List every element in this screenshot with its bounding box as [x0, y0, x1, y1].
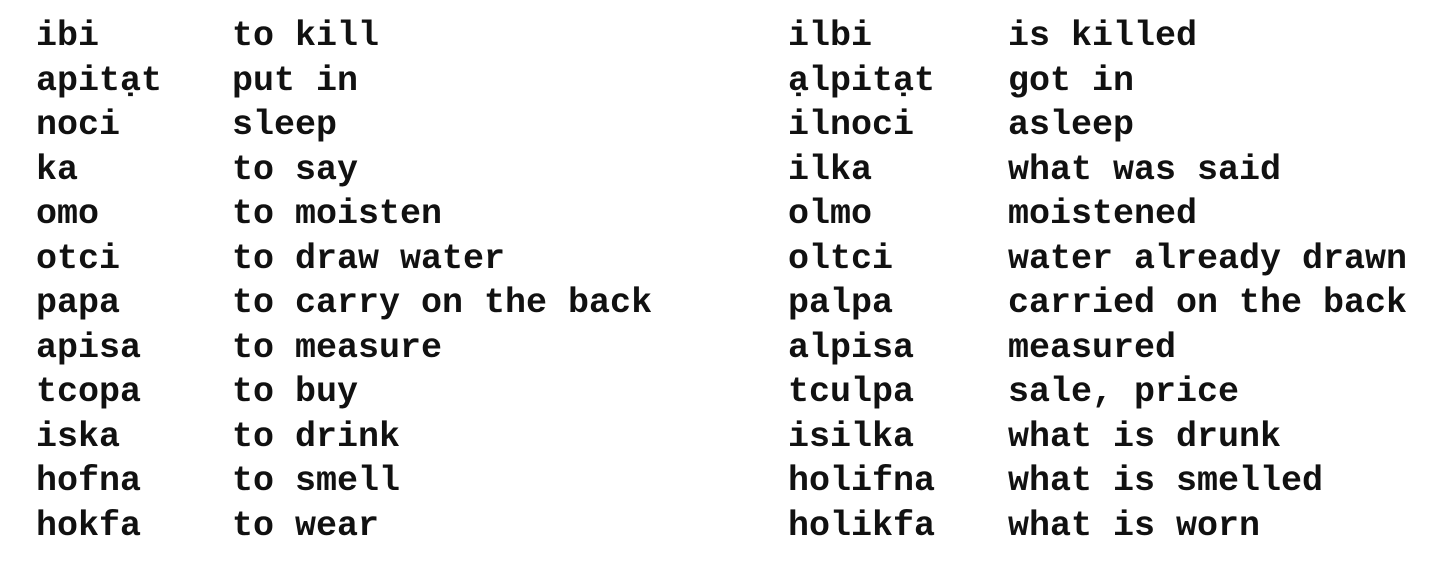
- derived-gloss: sale, price: [1008, 372, 1240, 412]
- table-row: [0, 59, 1456, 104]
- base-word: papa: [36, 283, 121, 323]
- base-gloss: to drink: [232, 416, 401, 457]
- derived-word: ilbi: [788, 16, 873, 56]
- table-row: [0, 459, 1456, 504]
- derived-word: holikfa: [788, 505, 936, 546]
- base-gloss: to buy: [232, 372, 359, 412]
- base-word: otci: [36, 238, 121, 279]
- derived-gloss: moistened: [1008, 194, 1198, 234]
- derived-gloss: what is smelled: [1008, 461, 1324, 501]
- base-gloss: put in: [232, 60, 359, 101]
- table-row: [0, 237, 1456, 282]
- table-row: [0, 370, 1456, 415]
- derived-word: ilnoci: [788, 105, 915, 145]
- base-word: ka: [36, 149, 79, 190]
- derived-gloss: what is drunk: [1008, 416, 1282, 457]
- base-word: omo: [36, 194, 100, 234]
- base-word: apitạt: [36, 60, 163, 101]
- table-row: [0, 415, 1456, 460]
- table-row: [0, 504, 1456, 549]
- base-word: hokfa: [36, 505, 142, 546]
- derived-gloss: water already drawn: [1008, 238, 1408, 279]
- table-row: [0, 103, 1456, 148]
- base-gloss: to draw water: [232, 238, 506, 279]
- derived-gloss: is killed: [1008, 16, 1198, 56]
- base-word: ibi: [36, 16, 100, 56]
- derived-gloss: asleep: [1008, 105, 1135, 145]
- table-row: [0, 14, 1456, 59]
- derived-gloss: got in: [1008, 60, 1135, 101]
- table-row: [0, 281, 1456, 326]
- base-word: tcopa: [36, 372, 142, 412]
- derived-gloss: what was said: [1008, 149, 1282, 190]
- derived-word: palpa: [788, 283, 894, 323]
- derived-word: olmo: [788, 194, 873, 234]
- table-row: [0, 326, 1456, 371]
- base-gloss: to kill: [232, 16, 380, 56]
- base-gloss: sleep: [232, 105, 338, 145]
- base-word: noci: [36, 105, 121, 145]
- derived-word: isilka: [788, 416, 915, 457]
- derived-gloss: measured: [1008, 327, 1177, 368]
- base-word: iska: [36, 416, 121, 457]
- base-gloss: to smell: [232, 461, 401, 501]
- derived-word: tculpa: [788, 372, 915, 412]
- base-word: apisa: [36, 327, 142, 368]
- base-gloss: to measure: [232, 327, 443, 368]
- derived-word: ilka: [788, 149, 873, 190]
- derived-word: oltci: [788, 238, 894, 279]
- base-gloss: to say: [232, 149, 359, 190]
- derived-gloss: what is worn: [1008, 505, 1261, 546]
- base-gloss: to carry on the back: [232, 283, 653, 323]
- base-gloss: to moisten: [232, 194, 443, 234]
- table-row: [0, 148, 1456, 193]
- derived-word: ạlpitạt: [788, 60, 936, 101]
- table-row: [0, 192, 1456, 237]
- derived-word: holifna: [788, 461, 936, 501]
- word-list-table: [0, 14, 1456, 548]
- derived-gloss: carried on the back: [1008, 283, 1408, 323]
- base-word: hofna: [36, 461, 142, 501]
- base-gloss: to wear: [232, 505, 380, 546]
- derived-word: alpisa: [788, 327, 915, 368]
